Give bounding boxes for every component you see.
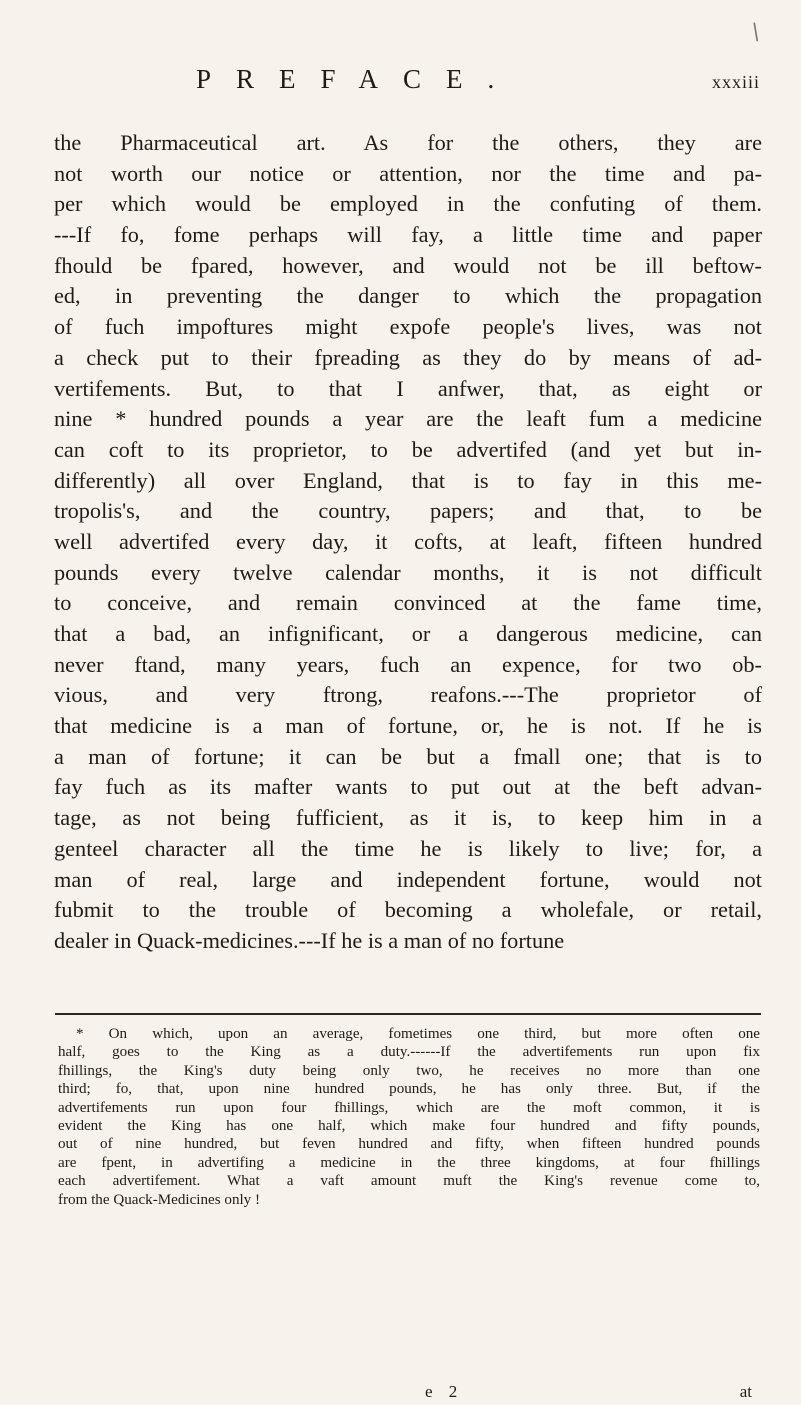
- footnote-line: are fpent, in advertifing a medicine in the three kingdoms, at four fhillings: [58, 1154, 760, 1171]
- text-line: that a bad, an infignificant, or a dangerous medicine, can: [54, 621, 762, 646]
- text-line: ed, in preventing the danger to which the propagation: [54, 283, 762, 309]
- footnote-line: evident the King has one half, which make four hundred and fifty pounds,: [58, 1117, 760, 1134]
- footnote-line: fhillings, the King's duty being only two, he receives no more than one: [58, 1062, 760, 1079]
- footnote-line: from the Quack-Medicines only !: [58, 1191, 261, 1208]
- page-number: xxxiii: [711, 72, 760, 92]
- text-line: per which would be employed in the confuting of them.: [54, 191, 762, 217]
- text-line: fay fuch as its mafter wants to put out at the beft advan-: [54, 774, 762, 800]
- text-line: ---If fo, fome perhaps will fay, a little time and paper: [54, 222, 762, 248]
- footnote-line: out of nine hundred, but feven hundred and fifty, when fifteen hundred pounds: [58, 1136, 760, 1153]
- signature-mark: e 2: [425, 1382, 464, 1401]
- running-head: [48, 60, 760, 100]
- footnote-line: * On which, upon an average, fometimes one third, but more often one: [76, 1026, 760, 1042]
- text-line: genteel character all the time he is likely to live; for, a: [54, 835, 762, 861]
- text-line: can coft to its proprietor, to be advertifed (and yet but in-: [54, 436, 762, 462]
- text-line: dealer in Quack-medicines.---If he is a man of no fortune: [54, 927, 565, 953]
- text-line: never ftand, many years, fuch an expence, for two ob-: [54, 651, 762, 677]
- page-title: PREFACE.: [196, 64, 520, 94]
- text-line: fubmit to the trouble of becoming a wholefale, or retail,: [54, 897, 762, 923]
- text-line: man of real, large and independent fortune, would not: [54, 866, 762, 892]
- text-line: to conceive, and remain convinced at the fame time,: [54, 590, 762, 616]
- text-line: well advertifed every day, it cofts, at leaft, fifteen hundred: [54, 528, 762, 554]
- text-line: differently) all over England, that is to fay in this me-: [54, 467, 762, 493]
- text-line: that medicine is a man of fortune, or, he is not. If he is: [54, 713, 762, 739]
- text-line: of fuch impoftures might expofe people's lives, was not: [54, 314, 762, 340]
- text-line: vertifements. But, to that I anfwer, that, as eight or: [54, 375, 762, 401]
- main-text: [54, 128, 762, 957]
- footnote-line: each advertifement. What a vaft amount muft the King's revenue come to,: [58, 1173, 760, 1190]
- text-line: tropolis's, and the country, papers; and that, to be: [54, 498, 762, 524]
- text-line: the Pharmaceutical art. As for the others, they are: [54, 130, 762, 155]
- text-line: nine * hundred pounds a year are the leaft fum a medicine: [54, 406, 762, 432]
- page-footer: [58, 1382, 762, 1404]
- text-line: fhould be fpared, however, and would not be ill beftow-: [54, 252, 762, 278]
- footnote-line: third; fo, that, upon nine hundred pounds, he has only three. But, if the: [58, 1081, 760, 1098]
- footnote-line: advertifements run upon four fhillings, which are the moft common, it is: [58, 1099, 760, 1116]
- stray-ink-mark: \: [750, 19, 762, 46]
- text-line: pounds every twelve calendar months, it is not difficult: [54, 559, 762, 585]
- text-line: tage, as not being fufficient, as it is, to keep him in a: [54, 805, 762, 831]
- text-line: vious, and very ftrong, reafons.---The proprietor of: [54, 682, 762, 708]
- footnote-line: half, goes to the King as a duty.------If the advertifements run upon fix: [58, 1044, 760, 1061]
- text-line: a check put to their fpreading as they do by means of ad-: [54, 344, 762, 370]
- catchword: at: [739, 1382, 752, 1401]
- text-line: not worth our notice or attention, nor the time and pa-: [54, 160, 762, 186]
- text-line: a man of fortune; it can be but a fmall one; that is to: [54, 743, 762, 769]
- footnote-divider: [55, 1013, 761, 1015]
- footnote: [58, 1025, 760, 1209]
